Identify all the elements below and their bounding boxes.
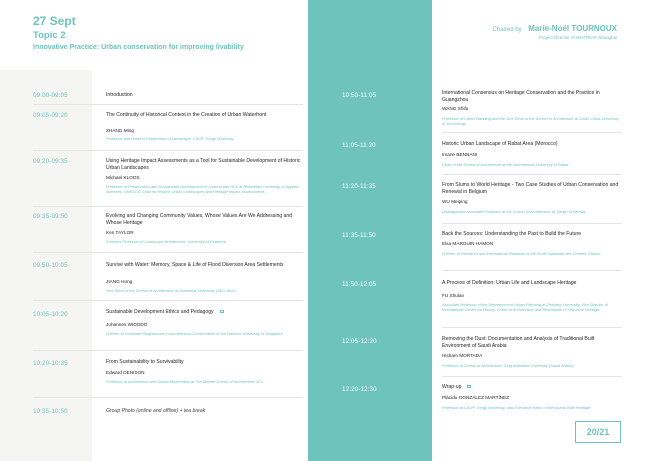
- video-icon: [220, 310, 224, 313]
- row-divider: [33, 252, 303, 253]
- page-number-box: [575, 421, 621, 443]
- speaker-affiliation: Associate Professor of the Department of Urban Planning at Zhejiang University, Vice Director of International Center for History, Critics of Architecture and Restoration of Historical Heritage: [442, 302, 608, 312]
- speaker-name: Edward DENISON: [106, 370, 145, 375]
- talk-title: Removing the Dust: Documentation and Analysis of Traditional Built Environment of Saudi Arabia: [442, 336, 595, 349]
- center-teal-column-top: [308, 0, 432, 70]
- row-divider: [33, 150, 303, 151]
- talk-title: Using Heritage Impact Assessments as a Tool for Sustainable Development of Historic Urban Landscapes: [106, 158, 301, 171]
- page-number: 20/21: [586, 427, 610, 437]
- speaker-name: Ken TAYLOR: [106, 230, 134, 235]
- time-slot: 09:00-09:05: [33, 92, 68, 99]
- chair-name: Marie-Noël TOURNOUX: [528, 24, 617, 33]
- speaker-name: FU Shulan: [442, 293, 465, 298]
- time-slot: 11:20-11:35: [342, 183, 376, 190]
- time-slot: 09:35-09:50: [33, 213, 68, 220]
- speaker-name: Elsa MARGUIN HAMON: [442, 241, 494, 246]
- speaker-name: Imane BENNANI: [442, 152, 478, 157]
- session-subtitle: Innovative Practice: Urban conservation for improving livability: [33, 44, 244, 51]
- talk-title: Wrap-up: [442, 384, 462, 390]
- row-divider: [442, 376, 622, 377]
- talk-title-line: [106, 309, 302, 316]
- talk-title: From Slums to World Heritage - Two Case Studies of Urban Conservation and Renewal in Belgium: [442, 182, 619, 195]
- talk-title: Sustainable Development Ethics and Pedagogy: [106, 309, 214, 315]
- row-divider: [442, 327, 622, 328]
- chair-block: [493, 24, 617, 40]
- chair-label: Chaired by: [492, 27, 522, 33]
- time-slot: 12:05-12:20: [342, 338, 377, 345]
- row-divider: [33, 300, 303, 301]
- time-slot: 10:50-11:05: [342, 92, 377, 99]
- speaker-name: Michael KLOOS: [106, 175, 140, 180]
- talk-title: Back the Sources: Understanding the Past to Build the Future: [442, 231, 582, 237]
- speaker-affiliation: Professor of Urban Planning and the Vice Dean of the School of Architecture at South China University of Technology: [442, 116, 619, 126]
- time-slot: 12:20-12:30: [342, 386, 377, 393]
- time-slot: 11:05-11:20: [342, 142, 376, 149]
- speaker-affiliation: Professor of Preservation and Sustainable Development of Cultural and HUL at RheinMain University of Applied Sciences, UNESCO Chair for Historic Urban Landscapes and Heritage Impact Assessments: [106, 184, 299, 194]
- talk-title: Survive with Water: Memory, Space & Life of Flood Diversion Area Settlements: [106, 262, 284, 268]
- row-divider: [442, 174, 622, 175]
- talk-title: A Process of Definition: Urban Life and Landscape Heritage: [442, 280, 577, 286]
- speaker-affiliation: Director of Graduate Programmes in Architectural Conservation of the National University of Singapore: [106, 331, 283, 336]
- talk-title: Evolving and Changing Community Values, Whose Values Are We Addressing and Whose Heritage: [106, 213, 293, 226]
- speaker-name: WANG Shifu: [442, 106, 469, 111]
- talk-title: Historic Urban Landscape of Rabat Area (Morocco): [442, 141, 558, 147]
- speaker-affiliation: Vice Dean of the School of Architecture at Southeast University (SEU-Arch): [106, 288, 236, 293]
- row-divider: [442, 132, 622, 133]
- row-divider: [33, 350, 303, 351]
- row-divider: [33, 397, 303, 398]
- speaker-affiliation: Dean of the School of Architecture at the International University of Rabat: [442, 162, 569, 167]
- speaker-name: Johannes WIDODO: [106, 322, 148, 327]
- speaker-affiliation: Professor and Head of Department of Landscape, CAUP, Tongji University: [106, 136, 234, 141]
- speaker-affiliation: Emeritus Professor of Landscape Architecture, University of Canberra: [106, 239, 227, 244]
- speaker-name: Plácido GONZÁLEZ MARTÍNEZ: [442, 395, 510, 400]
- row-divider: [33, 104, 303, 105]
- chair-title: Project Director of WHITRAP Shanghai: [538, 35, 617, 40]
- talk-title-line: [442, 384, 622, 391]
- speaker-affiliation: Professor at CAUP, Tongji University, and Executive Editor of the journal Built Heritage: [442, 405, 591, 410]
- time-slot: 10:20-10:35: [33, 360, 68, 367]
- time-slot: 09:50-10:05: [33, 262, 68, 269]
- speaker-name: Hisham MORTADA: [442, 353, 483, 358]
- session-topic: Topic 2: [33, 30, 66, 41]
- time-slot: 09:05-09:20: [33, 112, 68, 119]
- talk-title: Introduction: [106, 92, 133, 98]
- row-divider: [33, 206, 303, 207]
- speaker-name: WU Meiping: [442, 199, 468, 204]
- speaker-affiliation: Distinguished Associate Professor at the School of Architecture at Tianjin University: [442, 209, 586, 214]
- video-icon: [467, 385, 471, 388]
- talk-title: The Continuity of Historical Context in the Creation of Urban Waterfront: [106, 112, 267, 118]
- row-divider: [442, 223, 622, 224]
- row-divider: [442, 270, 622, 271]
- speaker-affiliation: Professor of Architecture and Global Modernities at The Bartlett School of Architecture UCL: [106, 379, 264, 384]
- break-title: Group Photo (online and offline) + tea break: [106, 408, 206, 414]
- time-slot: 10:35-10:50: [33, 408, 68, 415]
- session-date: 27 Sept: [33, 14, 76, 28]
- speaker-affiliation: Director of Research and International Relations of the Ecole Nationale des Chartes, France: [442, 251, 601, 256]
- talk-title: International Consensus on Heritage Conservation and the Practice in Guangzhou: [442, 90, 600, 103]
- chair-name-line: [493, 24, 617, 33]
- speaker-affiliation: Professor of School of Architecture, King Abdulaziz University (Saudi Arabia): [442, 363, 574, 368]
- time-slot: 11:50-12:05: [342, 281, 377, 288]
- time-slot: 11:35-11:50: [342, 232, 376, 239]
- speaker-name: JIANG Hong: [106, 279, 133, 284]
- time-slot: 10:05-10:20: [33, 311, 68, 318]
- time-slot: 09:20-09:35: [33, 158, 68, 165]
- speaker-name: ZHANG Ming: [106, 128, 134, 133]
- talk-title: From Sustainability to Survivability: [106, 359, 184, 365]
